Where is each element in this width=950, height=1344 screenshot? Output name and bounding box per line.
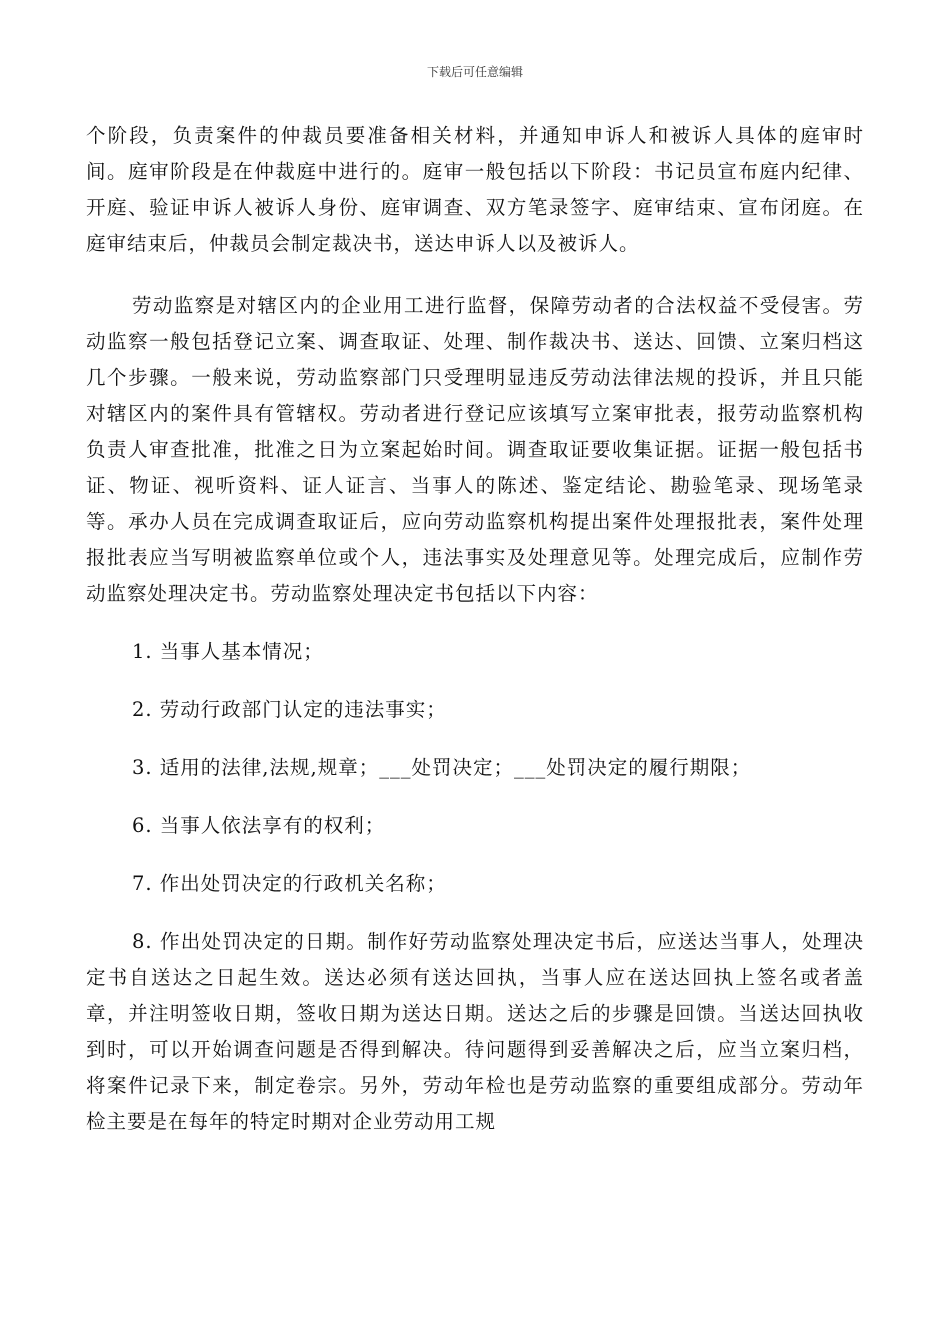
list-item-3: 3. 适用的法律,法规,规章；___处罚决定；___处罚决定的履行期限； xyxy=(132,756,752,779)
paragraph-labor-inspection: 劳动监察是对辖区内的企业用工进行监督，保障劳动者的合法权益不受侵害。劳动监察一般包括登记立案、调查取证、处理、制作裁决书、送达、回馈、立案归档这几个步骤。一般来说，劳动监察部门只受理明显违反劳动法律法规的投诉，并且只能对辖区内的案件具有管辖权。劳动者进行登记应该填写立案审批表，报劳动监察机构负责人审查批准，批准之日为立案起始时间。调查取证要收集证据。证据一般包括书证、物证、视听资料、证人证言、当事人的陈述、鉴定结论、勘验笔录、现场笔录等。承办人员在完成调查取证后，应向劳动监察机构提出案件处理报批表，案件处理报批表应当写明被监察单位或个人，违法事实及处理意见等。处理完成后，应制作劳动监察处理决定书。劳动监察处理决定书包括以下内容： xyxy=(86,294,864,605)
list-item-1: 1. 当事人基本情况； xyxy=(132,640,324,663)
list-item-6: 6. 当事人依法享有的权利； xyxy=(132,814,386,837)
paragraph-arbitration-hearing: 个阶段，负责案件的仲裁员要准备相关材料，并通知申诉人和被诉人具体的庭审时间。庭审阶段是在仲裁庭中进行的。庭审一般包括以下阶段：书记员宣布庭内纪律、开庭、验证申诉人被诉人身份、庭审调查、双方笔录签字、庭审结束、宣布闭庭。在庭审结束后，仲裁员会制定裁决书，送达申诉人以及被诉人。 xyxy=(86,124,864,255)
document-body xyxy=(86,118,864,1140)
list-item-7: 7. 作出处罚决定的行政机关名称； xyxy=(132,872,447,895)
paragraph-item-8: 8. 作出处罚决定的日期。制作好劳动监察处理决定书后，应送达当事人，处理决定书自送达之日起生效。送达必须有送达回执，当事人应在送达回执上签名或者盖章，并注明签收日期，签收日期为送达日期。送达之后的步骤是回馈。当送达回执收到时，可以开始调查问题是否得到解决。待问题得到妥善解决之后，应当立案归档，将案件记录下来，制定卷宗。另外，劳动年检也是劳动监察的重要组成部分。劳动年检主要是在每年的特定时期对企业劳动用工规 xyxy=(86,930,864,1133)
page-header: 下载后可任意编辑 xyxy=(426,65,523,79)
list-item-2: 2. 劳动行政部门认定的违法事实； xyxy=(132,698,447,721)
